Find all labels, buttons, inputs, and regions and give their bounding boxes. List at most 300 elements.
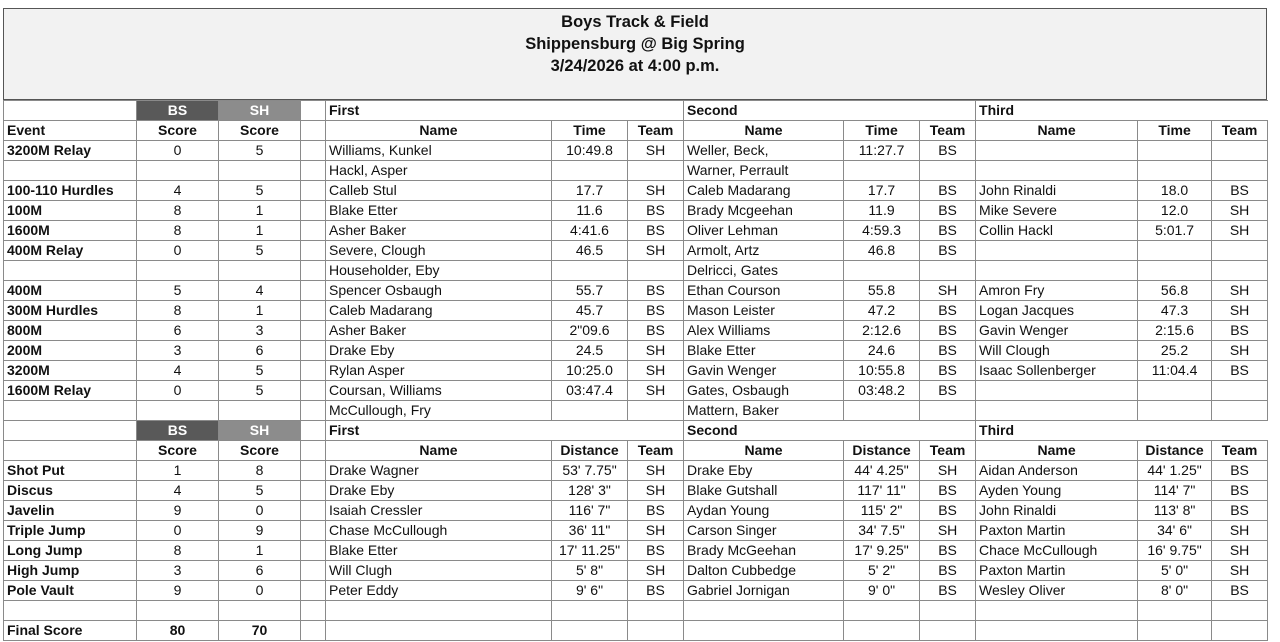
- second-place-header: Second: [684, 421, 976, 441]
- score-column-header: Score: [137, 441, 219, 461]
- score-sheet: [3, 8, 1267, 641]
- p1-mark: 17' 11.25": [552, 541, 628, 561]
- p2-athlete-name: Ethan Courson: [684, 281, 844, 301]
- p1-mark: 11.6: [552, 201, 628, 221]
- p2-team: BS: [920, 501, 976, 521]
- bs-score: 0: [137, 381, 219, 401]
- event-name: [4, 161, 137, 181]
- sh-score: 3: [219, 321, 301, 341]
- team-column-header: Team: [920, 441, 976, 461]
- p1-athlete-name: Peter Eddy: [326, 581, 552, 601]
- blank-cell: [301, 321, 326, 341]
- p3-team: BS: [1212, 461, 1268, 481]
- blank-cell: [976, 601, 1138, 621]
- bs-score: 4: [137, 181, 219, 201]
- p3-mark: [1138, 161, 1212, 181]
- p3-mark: [1138, 241, 1212, 261]
- p2-team: BS: [920, 141, 976, 161]
- blank-cell: [301, 381, 326, 401]
- sh-score: 9: [219, 521, 301, 541]
- blank-cell: [301, 221, 326, 241]
- p2-mark: 47.2: [844, 301, 920, 321]
- blank-cell: [301, 481, 326, 501]
- p2-team: BS: [920, 381, 976, 401]
- team-column-header: Team: [1212, 121, 1268, 141]
- third-place-header: Third: [976, 421, 1268, 441]
- name-column-header: Name: [326, 121, 552, 141]
- p2-athlete-name: Alex Williams: [684, 321, 844, 341]
- p1-team: BS: [628, 221, 684, 241]
- sh-score: 5: [219, 381, 301, 401]
- p1-mark: 24.5: [552, 341, 628, 361]
- p3-mark: 12.0: [1138, 201, 1212, 221]
- p1-mark: [552, 161, 628, 181]
- p2-mark: 10:55.8: [844, 361, 920, 381]
- p1-athlete-name: Isaiah Cressler: [326, 501, 552, 521]
- blank-cell: [920, 601, 976, 621]
- event-row: [4, 181, 1268, 201]
- p3-team: BS: [1212, 481, 1268, 501]
- blank-cell: [628, 620, 684, 640]
- p3-athlete-name: Isaac Sollenberger: [976, 361, 1138, 381]
- p3-mark: 44' 1.25": [1138, 461, 1212, 481]
- p1-team: SH: [628, 521, 684, 541]
- event-row: [4, 201, 1268, 221]
- blank-cell: [326, 601, 552, 621]
- first-place-header: First: [326, 101, 684, 121]
- p3-team: [1212, 161, 1268, 181]
- event-row: [4, 221, 1268, 241]
- p2-athlete-name: Gavin Wenger: [684, 361, 844, 381]
- bs-score: 1: [137, 461, 219, 481]
- p2-team: SH: [920, 461, 976, 481]
- event-row: [4, 401, 1268, 421]
- p3-mark: 5:01.7: [1138, 221, 1212, 241]
- p2-athlete-name: Mattern, Baker: [684, 401, 844, 421]
- event-row: [4, 301, 1268, 321]
- p3-team: BS: [1212, 501, 1268, 521]
- sh-score: 5: [219, 181, 301, 201]
- event-name: Shot Put: [4, 461, 137, 481]
- bs-score: 5: [137, 281, 219, 301]
- blank-cell: [301, 461, 326, 481]
- p1-athlete-name: Drake Wagner: [326, 461, 552, 481]
- p3-athlete-name: [976, 161, 1138, 181]
- blank-cell: [301, 181, 326, 201]
- field-column-header-row: [4, 441, 1268, 461]
- p3-athlete-name: Chace McCullough: [976, 541, 1138, 561]
- blank-cell: [301, 301, 326, 321]
- p3-mark: 5' 0": [1138, 561, 1212, 581]
- p1-athlete-name: Rylan Asper: [326, 361, 552, 381]
- blank-cell: [1138, 601, 1212, 621]
- p1-mark: 5' 8": [552, 561, 628, 581]
- p1-athlete-name: Spencer Osbaugh: [326, 281, 552, 301]
- name-column-header: Name: [684, 441, 844, 461]
- p1-mark: 10:25.0: [552, 361, 628, 381]
- event-name: 200M: [4, 341, 137, 361]
- p1-mark: 17.7: [552, 181, 628, 201]
- team-column-header: Team: [628, 441, 684, 461]
- p3-mark: 47.3: [1138, 301, 1212, 321]
- p2-mark: 9' 0": [844, 581, 920, 601]
- event-name: 400M: [4, 281, 137, 301]
- p1-mark: 46.5: [552, 241, 628, 261]
- p3-athlete-name: John Rinaldi: [976, 501, 1138, 521]
- bs-score: 8: [137, 221, 219, 241]
- blank-cell: [552, 620, 628, 640]
- p3-mark: [1138, 401, 1212, 421]
- event-name: 800M: [4, 321, 137, 341]
- p2-team: BS: [920, 221, 976, 241]
- p1-athlete-name: Hackl, Asper: [326, 161, 552, 181]
- p2-mark: 44' 4.25": [844, 461, 920, 481]
- bs-score: 6: [137, 321, 219, 341]
- mark-column-header: Distance: [552, 441, 628, 461]
- blank-cell: [301, 141, 326, 161]
- p2-mark: 55.8: [844, 281, 920, 301]
- p1-mark: 55.7: [552, 281, 628, 301]
- bs-score: 3: [137, 341, 219, 361]
- blank-cell: [4, 421, 137, 441]
- sh-score: 8: [219, 461, 301, 481]
- blank-cell: [1212, 601, 1268, 621]
- p3-mark: [1138, 141, 1212, 161]
- blank-cell: [4, 601, 137, 621]
- bs-score: 9: [137, 501, 219, 521]
- event-row: [4, 261, 1268, 281]
- event-row: [4, 481, 1268, 501]
- p1-team: SH: [628, 461, 684, 481]
- blank-cell: [1212, 620, 1268, 640]
- blank-cell: [301, 361, 326, 381]
- blank-cell: [301, 501, 326, 521]
- mark-column-header: Distance: [1138, 441, 1212, 461]
- p1-athlete-name: Severe, Clough: [326, 241, 552, 261]
- score-column-header: Score: [137, 121, 219, 141]
- p2-team: BS: [920, 201, 976, 221]
- sh-score: [219, 401, 301, 421]
- mark-column-header: Time: [552, 121, 628, 141]
- p1-athlete-name: Householder, Eby: [326, 261, 552, 281]
- p3-athlete-name: Paxton Martin: [976, 521, 1138, 541]
- p1-team: BS: [628, 301, 684, 321]
- bs-score: 8: [137, 541, 219, 561]
- blank-cell: [301, 241, 326, 261]
- p2-athlete-name: Gates, Osbaugh: [684, 381, 844, 401]
- blank-cell: [684, 601, 844, 621]
- spacer-row: [4, 601, 1268, 621]
- p3-athlete-name: Ayden Young: [976, 481, 1138, 501]
- event-name: [4, 261, 137, 281]
- sh-score: 5: [219, 361, 301, 381]
- sh-score: 1: [219, 541, 301, 561]
- p1-athlete-name: Caleb Madarang: [326, 301, 552, 321]
- event-row: [4, 521, 1268, 541]
- p3-athlete-name: [976, 261, 1138, 281]
- p1-team: SH: [628, 381, 684, 401]
- p2-athlete-name: Carson Singer: [684, 521, 844, 541]
- meet-title: Boys Track & Field: [561, 13, 709, 31]
- event-name: 1600M Relay: [4, 381, 137, 401]
- p2-team: BS: [920, 181, 976, 201]
- p3-mark: 2:15.6: [1138, 321, 1212, 341]
- p1-mark: [552, 401, 628, 421]
- p1-team: [628, 161, 684, 181]
- p2-athlete-name: Delricci, Gates: [684, 261, 844, 281]
- score-column-header: Score: [219, 121, 301, 141]
- meet-datetime: 3/24/2026 at 4:00 p.m.: [550, 57, 720, 75]
- team-column-header: Team: [920, 121, 976, 141]
- p2-mark: 5' 2": [844, 561, 920, 581]
- blank-cell: [920, 620, 976, 640]
- p2-athlete-name: Weller, Beck,: [684, 141, 844, 161]
- p2-athlete-name: Dalton Cubbedge: [684, 561, 844, 581]
- mark-column-header: Time: [844, 121, 920, 141]
- p3-team: [1212, 141, 1268, 161]
- p2-athlete-name: Blake Gutshall: [684, 481, 844, 501]
- p1-team: BS: [628, 281, 684, 301]
- field-team-header-row: [4, 421, 1268, 441]
- p3-mark: 25.2: [1138, 341, 1212, 361]
- name-column-header: Name: [684, 121, 844, 141]
- p3-athlete-name: [976, 381, 1138, 401]
- p1-athlete-name: Coursan, Williams: [326, 381, 552, 401]
- team-column-header: Team: [1212, 441, 1268, 461]
- p1-mark: 10:49.8: [552, 141, 628, 161]
- name-column-header: Name: [976, 121, 1138, 141]
- p3-team: [1212, 241, 1268, 261]
- blank-cell: [301, 161, 326, 181]
- name-column-header: Name: [326, 441, 552, 461]
- blank-cell: [301, 101, 326, 121]
- event-row: [4, 281, 1268, 301]
- p2-mark: [844, 261, 920, 281]
- p2-team: BS: [920, 321, 976, 341]
- p2-athlete-name: Oliver Lehman: [684, 221, 844, 241]
- p1-athlete-name: Asher Baker: [326, 221, 552, 241]
- blank-cell: [301, 421, 326, 441]
- p3-mark: 8' 0": [1138, 581, 1212, 601]
- second-place-header: Second: [684, 101, 976, 121]
- p2-team: SH: [920, 521, 976, 541]
- sh-score: 1: [219, 201, 301, 221]
- third-place-header: Third: [976, 101, 1268, 121]
- p1-mark: 2"09.6: [552, 321, 628, 341]
- p1-team: SH: [628, 481, 684, 501]
- blank-cell: [301, 561, 326, 581]
- p3-team: [1212, 381, 1268, 401]
- p2-team: BS: [920, 541, 976, 561]
- p3-mark: 56.8: [1138, 281, 1212, 301]
- bs-score: 4: [137, 481, 219, 501]
- p3-mark: [1138, 381, 1212, 401]
- p1-mark: 9' 6": [552, 581, 628, 601]
- p3-athlete-name: [976, 241, 1138, 261]
- event-row: [4, 381, 1268, 401]
- p3-athlete-name: John Rinaldi: [976, 181, 1138, 201]
- blank-cell: [1138, 620, 1212, 640]
- p3-team: BS: [1212, 321, 1268, 341]
- p2-team: BS: [920, 561, 976, 581]
- p2-team: BS: [920, 241, 976, 261]
- blank-cell: [301, 281, 326, 301]
- p2-mark: 34' 7.5": [844, 521, 920, 541]
- event-row: [4, 141, 1268, 161]
- blank-cell: [301, 620, 326, 640]
- blank-cell: [844, 620, 920, 640]
- blank-cell: [844, 601, 920, 621]
- team-sh-header: SH: [219, 421, 301, 441]
- bs-score: [137, 401, 219, 421]
- bs-score: 8: [137, 301, 219, 321]
- p3-athlete-name: [976, 401, 1138, 421]
- p2-team: BS: [920, 361, 976, 381]
- event-name: 400M Relay: [4, 241, 137, 261]
- blank-cell: [301, 441, 326, 461]
- p1-athlete-name: McCullough, Fry: [326, 401, 552, 421]
- sh-score: 5: [219, 241, 301, 261]
- p3-team: SH: [1212, 341, 1268, 361]
- final-sh-score: 70: [219, 620, 301, 640]
- p1-team: SH: [628, 141, 684, 161]
- p3-team: SH: [1212, 281, 1268, 301]
- p2-athlete-name: Warner, Perrault: [684, 161, 844, 181]
- p3-athlete-name: Will Clough: [976, 341, 1138, 361]
- p1-team: SH: [628, 241, 684, 261]
- mark-column-header: Distance: [844, 441, 920, 461]
- mark-column-header: Time: [1138, 121, 1212, 141]
- event-name: Javelin: [4, 501, 137, 521]
- p2-athlete-name: Aydan Young: [684, 501, 844, 521]
- meet-matchup: Shippensburg @ Big Spring: [525, 35, 745, 53]
- p1-team: [628, 261, 684, 281]
- p1-mark: 4:41.6: [552, 221, 628, 241]
- p2-team: [920, 161, 976, 181]
- p1-team: BS: [628, 321, 684, 341]
- p1-team: SH: [628, 181, 684, 201]
- event-column-header: Event: [4, 121, 137, 141]
- event-name: [4, 401, 137, 421]
- p1-team: SH: [628, 361, 684, 381]
- team-bs-header: BS: [137, 101, 219, 121]
- score-column-header: Score: [219, 441, 301, 461]
- event-name: Long Jump: [4, 541, 137, 561]
- blank-cell: [552, 601, 628, 621]
- p3-mark: 16' 9.75": [1138, 541, 1212, 561]
- p3-team: SH: [1212, 561, 1268, 581]
- p1-athlete-name: Drake Eby: [326, 481, 552, 501]
- p2-mark: 03:48.2: [844, 381, 920, 401]
- p2-team: SH: [920, 281, 976, 301]
- p1-mark: 36' 11": [552, 521, 628, 541]
- p2-athlete-name: Caleb Madarang: [684, 181, 844, 201]
- blank-cell: [326, 620, 552, 640]
- p1-athlete-name: Blake Etter: [326, 201, 552, 221]
- p3-team: SH: [1212, 221, 1268, 241]
- blank-cell: [219, 601, 301, 621]
- p2-mark: 117' 11": [844, 481, 920, 501]
- sh-score: 1: [219, 301, 301, 321]
- event-row: [4, 561, 1268, 581]
- p1-team: SH: [628, 561, 684, 581]
- p2-mark: 17.7: [844, 181, 920, 201]
- event-name: 3200M Relay: [4, 141, 137, 161]
- p2-team: BS: [920, 301, 976, 321]
- blank-cell: [137, 601, 219, 621]
- event-name: 300M Hurdles: [4, 301, 137, 321]
- blank-cell: [301, 521, 326, 541]
- p1-mark: 128' 3": [552, 481, 628, 501]
- blank-cell: [4, 441, 137, 461]
- sh-score: 6: [219, 561, 301, 581]
- sh-score: 0: [219, 581, 301, 601]
- p3-athlete-name: Mike Severe: [976, 201, 1138, 221]
- running-column-header-row: [4, 121, 1268, 141]
- event-name: 100M: [4, 201, 137, 221]
- p2-mark: 24.6: [844, 341, 920, 361]
- blank-cell: [684, 620, 844, 640]
- p3-team: [1212, 401, 1268, 421]
- p2-mark: 46.8: [844, 241, 920, 261]
- p3-athlete-name: [976, 141, 1138, 161]
- p2-mark: 11.9: [844, 201, 920, 221]
- p3-athlete-name: Gavin Wenger: [976, 321, 1138, 341]
- p2-mark: 4:59.3: [844, 221, 920, 241]
- p2-mark: 11:27.7: [844, 141, 920, 161]
- event-name: Pole Vault: [4, 581, 137, 601]
- name-column-header: Name: [976, 441, 1138, 461]
- p2-athlete-name: Drake Eby: [684, 461, 844, 481]
- first-place-header: First: [326, 421, 684, 441]
- blank-cell: [301, 121, 326, 141]
- p3-team: SH: [1212, 301, 1268, 321]
- p1-team: [628, 401, 684, 421]
- event-name: 100-110 Hurdles: [4, 181, 137, 201]
- p1-team: SH: [628, 341, 684, 361]
- event-row: [4, 541, 1268, 561]
- blank-cell: [301, 401, 326, 421]
- p3-mark: 18.0: [1138, 181, 1212, 201]
- sh-score: 4: [219, 281, 301, 301]
- p3-team: BS: [1212, 181, 1268, 201]
- event-name: Discus: [4, 481, 137, 501]
- p1-team: BS: [628, 541, 684, 561]
- blank-cell: [4, 101, 137, 121]
- blank-cell: [301, 581, 326, 601]
- p1-team: BS: [628, 501, 684, 521]
- team-column-header: Team: [628, 121, 684, 141]
- p1-mark: 45.7: [552, 301, 628, 321]
- p2-athlete-name: Brady Mcgeehan: [684, 201, 844, 221]
- p1-athlete-name: Blake Etter: [326, 541, 552, 561]
- bs-score: 0: [137, 141, 219, 161]
- event-name: Triple Jump: [4, 521, 137, 541]
- p3-athlete-name: Wesley Oliver: [976, 581, 1138, 601]
- p1-mark: 116' 7": [552, 501, 628, 521]
- p1-mark: 53' 7.75": [552, 461, 628, 481]
- p1-athlete-name: Will Clugh: [326, 561, 552, 581]
- p2-athlete-name: Armolt, Artz: [684, 241, 844, 261]
- sh-score: 5: [219, 141, 301, 161]
- p3-mark: 114' 7": [1138, 481, 1212, 501]
- p2-team: BS: [920, 481, 976, 501]
- p3-athlete-name: Logan Jacques: [976, 301, 1138, 321]
- sh-score: [219, 261, 301, 281]
- p2-mark: 17' 9.25": [844, 541, 920, 561]
- sh-score: [219, 161, 301, 181]
- p3-mark: 113' 8": [1138, 501, 1212, 521]
